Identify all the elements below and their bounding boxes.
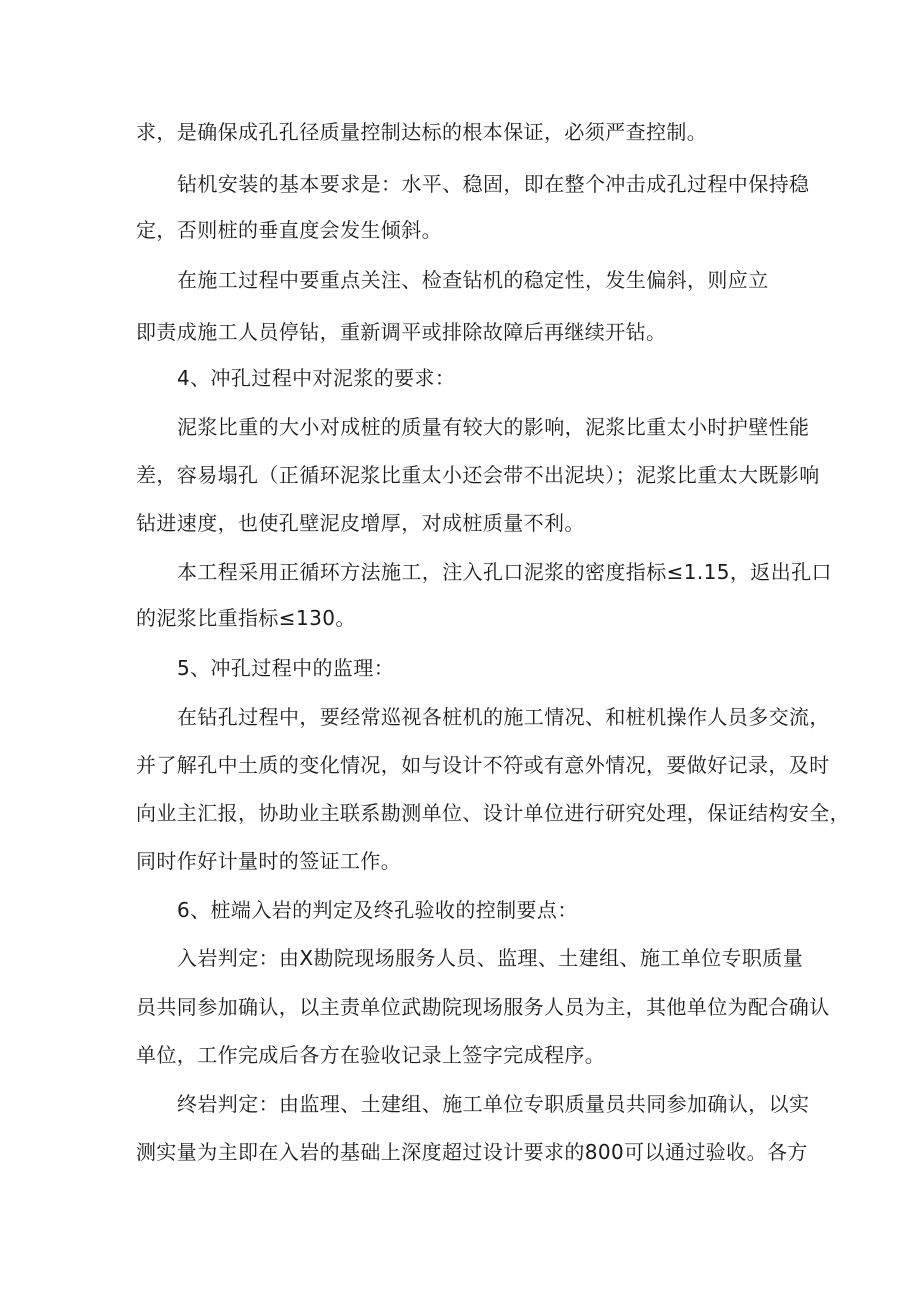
paragraph-line: 求，是确保成孔孔径质量控制达标的根本保证，必须严查控制。 (136, 120, 708, 144)
paragraph-line: 钻机安装的基本要求是：水平、稳固，即在整个冲击成孔过程中保持稳 (177, 172, 810, 196)
paragraph-line: 同时作好计量时的签证工作。 (136, 849, 402, 873)
paragraph-line: 的泥浆比重指标≤130。 (136, 606, 356, 630)
paragraph-line: 本工程采用正循环方法施工，注入孔口泥浆的密度指标≤1.15，返出孔口 (177, 560, 832, 584)
paragraph-line: 泥浆比重的大小对成桩的质量有较大的影响，泥浆比重太小时护壁性能 (177, 415, 810, 439)
paragraph-line: 钻进速度，也使孔壁泥皮增厚，对成桩质量不利。 (136, 511, 585, 535)
paragraph-line: 单位，工作完成后各方在验收记录上签字完成程序。 (136, 1043, 606, 1067)
paragraph-line: 入岩判定：由X勘院现场服务人员、监理、土建组、施工单位专职质量 (177, 946, 804, 970)
section-heading: 4、冲孔过程中对泥浆的要求： (177, 366, 456, 390)
paragraph-line: 员共同参加确认，以主责单位武勘院现场服务人员为主，其他单位为配合确认 (136, 995, 830, 1019)
section-heading: 5、冲孔过程中的监理： (177, 656, 395, 680)
paragraph-line: 向业主汇报，协助业主联系勘测单位、设计单位进行研究处理，保证结构安全， (136, 801, 850, 825)
paragraph-line: 测实量为主即在入岩的基础上深度超过设计要求的800可以通过验收。各方 (136, 1140, 808, 1164)
paragraph-line: 在钻孔过程中，要经常巡视各桩机的施工情况、和桩机操作人员多交流， (177, 705, 830, 729)
section-heading: 6、桩端入岩的判定及终孔验收的控制要点： (177, 898, 578, 922)
paragraph-line: 在施工过程中要重点关注、检查钻机的稳定性，发生偏斜，则应立 (177, 268, 769, 292)
paragraph-line: 终岩判定：由监理、土建组、施工单位专职质量员共同参加确认，以实 (177, 1092, 810, 1116)
paragraph-line: 并了解孔中土质的变化情况，如与设计不符或有意外情况，要做好记录，及时 (136, 753, 830, 777)
paragraph-line: 即责成施工人员停钻，重新调平或排除故障后再继续开钻。 (136, 320, 667, 344)
paragraph-line: 定，否则桩的垂直度会发生倾斜。 (136, 218, 442, 242)
paragraph-line: 差，容易塌孔（正循环泥浆比重太小还会带不出泥块）；泥浆比重太大既影响 (136, 463, 820, 487)
